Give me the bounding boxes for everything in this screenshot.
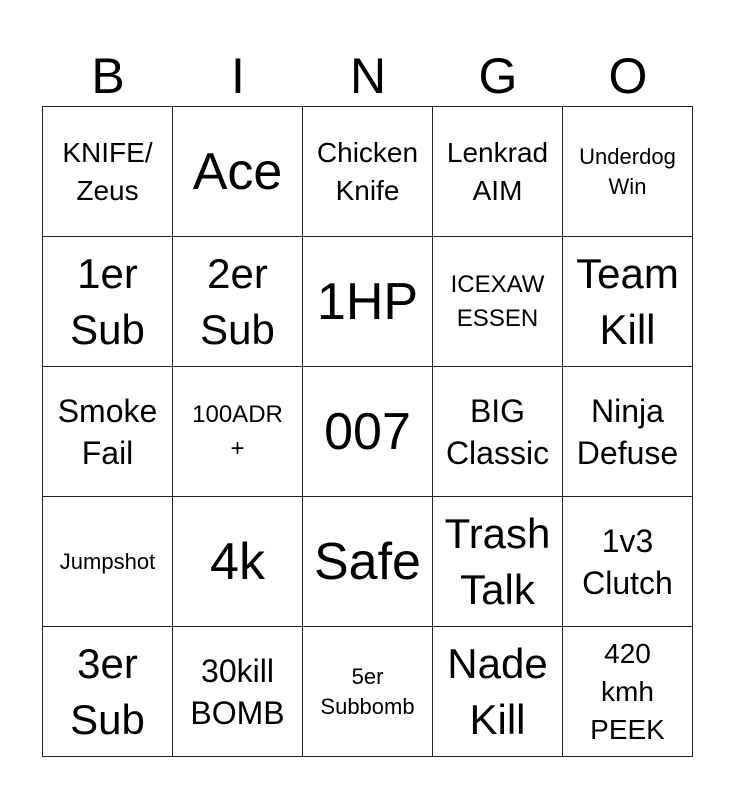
bingo-cell-label: Safe [314,532,421,591]
bingo-cell-label: 420 kmh PEEK [590,637,665,745]
header-letter-o: O [608,48,648,104]
bingo-cell[interactable] [302,366,433,497]
bingo-cell-label: Nade Kill [447,639,548,743]
bingo-cell[interactable] [562,106,693,237]
bingo-cell[interactable] [432,626,563,757]
bingo-cell-label: Trash Talk [444,509,551,613]
bingo-cell[interactable] [172,366,303,497]
bingo-cell[interactable] [302,496,433,627]
bingo-cell[interactable] [432,366,563,497]
bingo-cell-label: 1er Sub [70,249,145,353]
bingo-cell[interactable] [302,626,433,757]
bingo-cell-label: 1HP [316,272,419,331]
bingo-cell[interactable] [302,236,433,367]
bingo-cell[interactable] [302,106,433,237]
bingo-grid [43,107,693,757]
bingo-cell[interactable] [42,626,173,757]
bingo-cell[interactable] [42,106,173,237]
bingo-cell-label: Smoke Fail [57,392,158,471]
bingo-cell-label: 2er Sub [200,249,275,353]
bingo-cell[interactable] [172,496,303,627]
header-letter-i: I [231,48,245,104]
bingo-cell[interactable] [562,496,693,627]
header-letter-g: G [478,48,518,104]
bingo-cell-label: BIG Classic [445,392,550,471]
bingo-cell-label: Jumpshot [59,548,156,574]
bingo-cell-label: Ninja Defuse [576,392,679,471]
bingo-cell[interactable] [562,366,693,497]
bingo-cell[interactable] [172,106,303,237]
bingo-header [43,44,693,108]
bingo-cell[interactable] [42,496,173,627]
bingo-cell[interactable] [432,236,563,367]
header-letter-b: B [91,48,125,104]
bingo-cell[interactable] [42,236,173,367]
bingo-cell-label: Chicken Knife [316,136,419,206]
bingo-cell-label: 1v3 Clutch [582,522,673,601]
header-letter-n: N [349,48,387,104]
bingo-cell[interactable] [42,366,173,497]
bingo-cell[interactable] [432,496,563,627]
bingo-cell[interactable] [562,236,693,367]
bingo-cell-label: 30kill BOMB [190,652,285,731]
bingo-cell-label: 5er Subbomb [320,663,415,719]
bingo-cell-label: Underdog Win [579,143,676,199]
bingo-cell-label: 007 [324,402,411,461]
bingo-cell-label: 100ADR + [192,400,283,462]
bingo-cell-label: KNIFE/ Zeus [62,136,153,206]
bingo-cell-label: Ace [192,142,283,201]
bingo-cell[interactable] [562,626,693,757]
bingo-cell-label: 4k [210,532,265,591]
bingo-cell[interactable] [432,106,563,237]
bingo-cell-label: ICEXAW ESSEN [450,270,545,332]
bingo-cell-label: Lenkrad AIM [446,136,549,206]
bingo-cell[interactable] [172,236,303,367]
bingo-cell-label: Team Kill [576,249,679,353]
bingo-cell[interactable] [172,626,303,757]
bingo-cell-label: 3er Sub [70,639,145,743]
